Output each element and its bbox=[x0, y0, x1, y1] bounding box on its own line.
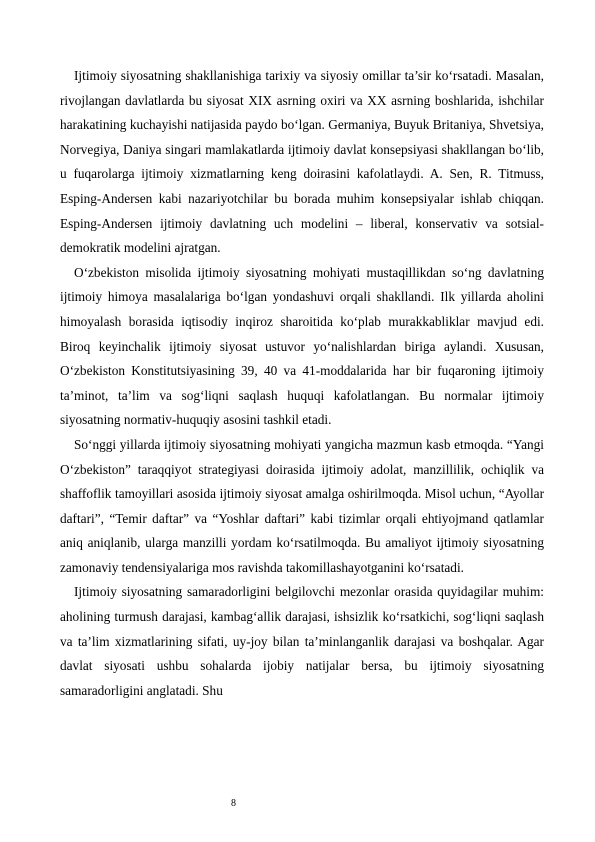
page-number bbox=[0, 798, 595, 810]
paragraph-recent-years: So‘nggi yillarda ijtimoiy siyosatning mohiyati yangicha mazmun kasb etmoqda. “Yangi O‘zbekiston” taraqqiyot strategiyasi doirasida ijtimoiy adolat, manzillilik, ochiqlik va shaffoflik tamoyillari asosida ijtimoiy siyosat amalga oshirilmoqda. Misol uchun, “Ayollar daftari”, “Temir daftar” va “Yoshlar daftari” kabi tizimlar orqali ehtiyojmand qatlamlar aniq aniqlanib, ularga manzilli yordam ko‘rsatilmoqda. Bu amaliyot ijtimoiy siyosatning zamonaviy tendensiyalariga mos ravishda takomillashayotganini ko‘rsatadi. bbox=[60, 436, 544, 575]
paragraph-effectiveness-criteria: Ijtimoiy siyosatning samaradorligini belgilovchi mezonlar orasida quyidagilar muhim: aholining turmush darajasi, kambag‘allik darajasi, ishsizlik ko‘rsatkichi, sog‘liqni saqlash va ta’lim xizmatlarining sifati, uy-joy bilan ta’minlanganlik darajasi va boshqalar. Agar davlat siyosati ushbu sohalarda ijobiy natijalar bersa, bu ijtimoiy siyosatning samaradorligini anglatadi. Shu bbox=[60, 584, 544, 698]
paragraph-historical-factors: Ijtimoiy siyosatning shakllanishiga tarixiy va siyosiy omillar ta’sir ko‘rsatadi. Masalan, rivojlangan davlatlarda bu siyosat XIX asrning oxiri va XX asrning boshlarida, ishchilar harakatining kuchayishi natijasida paydo bo‘lgan. Germaniya, Buyuk Britaniya, Shvetsiya, Norvegiya, Daniya singari mamlakatlarda ijtimoiy davlat konsepsiyasi shakllangan bo‘lib, u fuqarolarga ijtimoiy xizmatlarning keng doirasini kafolatlaydi. A. Sen, R. Titmuss, Esping-Andersen kabi nazariyotchilar bu borada muhim konsepsiyalar ishlab chiqqan. Esping-Andersen ijtimoiy davlatning uch modelini – liberal, konservativ va sotsial-demokratik modelini ajratgan. bbox=[60, 68, 544, 256]
page-number-text: 8 bbox=[231, 798, 236, 809]
document-page bbox=[60, 64, 544, 703]
paragraph-uzbekistan-social-policy: O‘zbekiston misolida ijtimoiy siyosatning mohiyati mustaqillikdan so‘ng davlatning ijtimoiy himoya masalalariga bo‘lgan yondashuvi orqali shakllandi. Ilk yillarda aholini himoyalash borasida iqtisodiy inqiroz sharoitida ko‘plab murakkabliklar mavjud edi. Biroq keyinchalik ijtimoiy siyosat ustuvor yo‘nalishlardan biriga aylandi. Xususan, O‘zbekiston Konstitutsiyasining 39, 40 va 41-moddalarida har bir fuqaroning ijtimoiy ta’minot, ta’lim va sog‘liqni saqlash huquqi kafolatlangan. Bu normalar ijtimoiy siyosatning normativ-huquqiy asosini tashkil etadi. bbox=[60, 264, 544, 428]
